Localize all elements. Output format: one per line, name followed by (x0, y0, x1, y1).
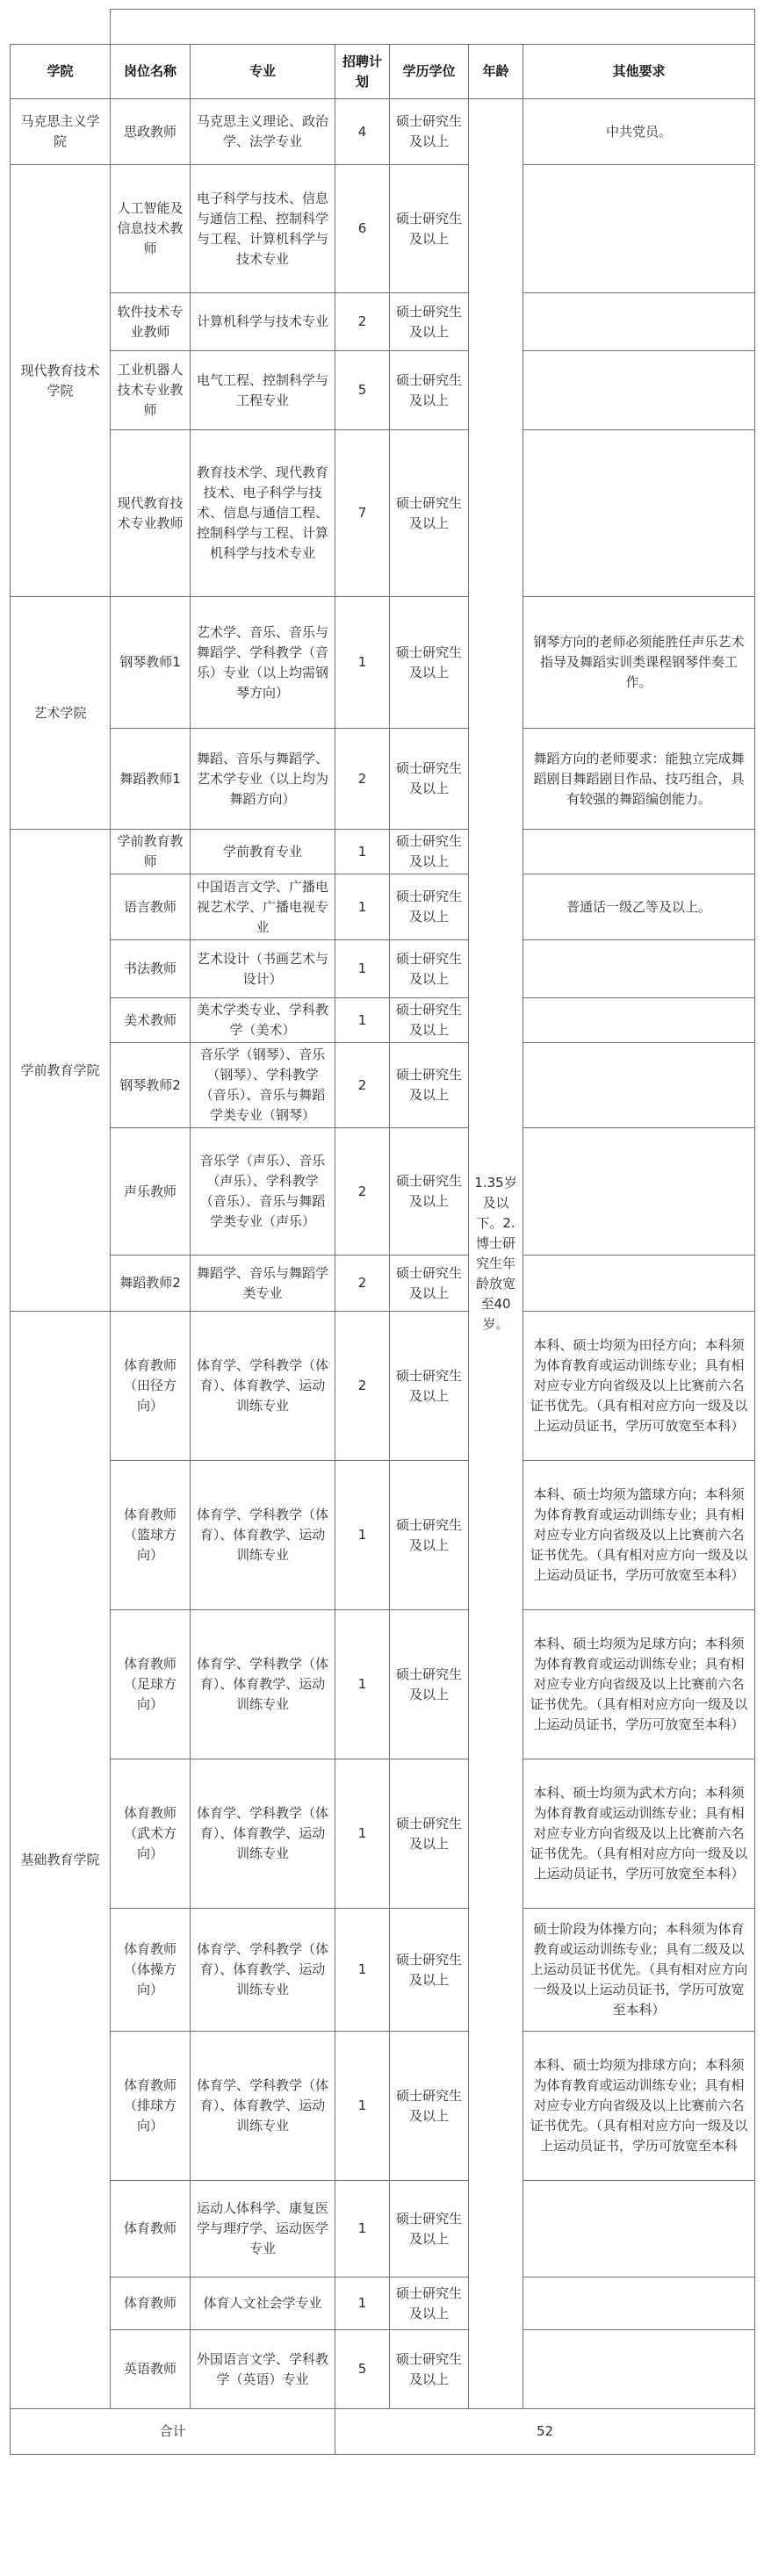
table-row (11, 2181, 755, 2277)
quota-cell: 2 (335, 1043, 390, 1128)
other-requirements-cell (523, 940, 755, 998)
table-row (11, 1043, 755, 1128)
position-cell: 声乐教师 (111, 1128, 191, 1256)
position-cell: 体育教师（篮球方向） (111, 1461, 191, 1610)
major-cell: 体育学、学科教学（体育）、体育教学、运动训练专业 (191, 1610, 335, 1759)
table-row (11, 165, 755, 293)
major-cell: 艺术设计（书画艺术与设计） (191, 940, 335, 998)
education-cell: 硕士研究生及以上 (390, 99, 469, 165)
other-requirements-cell (523, 165, 755, 293)
table-row (11, 1909, 755, 2032)
college-cell: 学前教育学院 (11, 830, 111, 1312)
table-row (11, 2330, 755, 2409)
quota-cell: 1 (335, 1759, 390, 1909)
table-row (11, 351, 755, 430)
total-value: 52 (335, 2409, 755, 2455)
position-cell: 体育教师（武术方向） (111, 1759, 191, 1909)
education-cell: 硕士研究生及以上 (390, 874, 469, 940)
top-blank-cell-a (11, 10, 111, 45)
position-cell: 英语教师 (111, 2330, 191, 2409)
college-cell: 马克思主义学院 (11, 99, 111, 165)
table-row (11, 2277, 755, 2330)
table-row (11, 1759, 755, 1909)
position-cell: 现代教育技术专业教师 (111, 430, 191, 597)
major-cell: 体育学、学科教学（体育）、体育教学、运动训练专业 (191, 1461, 335, 1610)
quota-cell: 2 (335, 1256, 390, 1312)
major-cell: 计算机科学与技术专业 (191, 293, 335, 351)
major-cell: 体育学、学科教学（体育）、体育教学、运动训练专业 (191, 1909, 335, 2032)
education-cell: 硕士研究生及以上 (390, 1909, 469, 2032)
major-cell: 电气工程、控制科学与工程专业 (191, 351, 335, 430)
education-cell: 硕士研究生及以上 (390, 351, 469, 430)
major-cell: 电子科学与技术、信息与通信工程、控制科学与工程、计算机科学与技术专业 (191, 165, 335, 293)
position-cell: 语言教师 (111, 874, 191, 940)
other-requirements-cell: 本科、硕士均须为足球方向；本科须为体育教育或运动训练专业；具有相对应专业方向省级及以上比赛前六名证书优先。（具有相对应方向一级及以上运动员证书，学历可放宽至本科） (523, 1610, 755, 1759)
top-blank-row (11, 10, 755, 45)
education-cell: 硕士研究生及以上 (390, 293, 469, 351)
education-cell: 硕士研究生及以上 (390, 2181, 469, 2277)
table-row (11, 1610, 755, 1759)
table-row (11, 597, 755, 729)
education-cell: 硕士研究生及以上 (390, 998, 469, 1043)
quota-cell: 2 (335, 1128, 390, 1256)
education-cell: 硕士研究生及以上 (390, 597, 469, 729)
total-row (11, 2409, 755, 2455)
table-row (11, 293, 755, 351)
major-cell: 马克思主义理论、政治学、法学专业 (191, 99, 335, 165)
quota-cell: 1 (335, 830, 390, 874)
major-cell: 音乐学（钢琴）、音乐（钢琴）、学科教学（音乐）、音乐与舞蹈学类专业（钢琴） (191, 1043, 335, 1128)
other-requirements-cell (523, 2330, 755, 2409)
education-cell: 硕士研究生及以上 (390, 1759, 469, 1909)
table-row (11, 2032, 755, 2181)
position-cell: 舞蹈教师2 (111, 1256, 191, 1312)
major-cell: 艺术学、音乐、音乐与舞蹈学、学科教学（音乐）专业（以上均需钢琴方向） (191, 597, 335, 729)
college-cell: 艺术学院 (11, 597, 111, 830)
quota-cell: 1 (335, 998, 390, 1043)
major-cell: 体育学、学科教学（体育）、体育教学、运动训练专业 (191, 1759, 335, 1909)
quota-cell: 6 (335, 165, 390, 293)
position-cell: 人工智能及信息技术教师 (111, 165, 191, 293)
position-cell: 美术教师 (111, 998, 191, 1043)
quota-cell: 1 (335, 1461, 390, 1610)
other-requirements-cell (523, 351, 755, 430)
other-requirements-cell: 本科、硕士均须为篮球方向；本科须为体育教育或运动训练专业；具有相对应专业方向省级及以上比赛前六名证书优先。（具有相对应方向一级及以上运动员证书，学历可放宽至本科） (523, 1461, 755, 1610)
header-row (11, 45, 755, 99)
other-requirements-cell: 中共党员。 (523, 99, 755, 165)
header-age: 年龄 (469, 45, 523, 99)
quota-cell: 5 (335, 2330, 390, 2409)
position-cell: 体育教师（体操方向） (111, 1909, 191, 2032)
major-cell: 美术学类专业、学科教学（美术） (191, 998, 335, 1043)
education-cell: 硕士研究生及以上 (390, 940, 469, 998)
quota-cell: 4 (335, 99, 390, 165)
major-cell: 舞蹈学、音乐与舞蹈学类专业 (191, 1256, 335, 1312)
header-college: 学院 (11, 45, 111, 99)
education-cell: 硕士研究生及以上 (390, 430, 469, 597)
other-requirements-cell: 本科、硕士均须为排球方向；本科须为体育教育或运动训练专业；具有相对应专业方向省级及以上比赛前六名证书优先。（具有相对应方向一级及以上运动员证书，学历可放宽至本科 (523, 2032, 755, 2181)
education-cell: 硕士研究生及以上 (390, 1312, 469, 1461)
table-row (11, 1128, 755, 1256)
position-cell: 工业机器人技术专业教师 (111, 351, 191, 430)
other-requirements-cell: 本科、硕士均须为武术方向；本科须为体育教育或运动训练专业；具有相对应专业方向省级及以上比赛前六名证书优先。（具有相对应方向一级及以上运动员证书，学历可放宽至本科） (523, 1759, 755, 1909)
other-requirements-cell: 钢琴方向的老师必须能胜任声乐艺术指导及舞蹈实训类课程钢琴伴奏工作。 (523, 597, 755, 729)
header-major: 专业 (191, 45, 335, 99)
education-cell: 硕士研究生及以上 (390, 830, 469, 874)
table-row (11, 430, 755, 597)
other-requirements-cell (523, 830, 755, 874)
table-row (11, 1312, 755, 1461)
major-cell: 体育学、学科教学（体育）、体育教学、运动训练专业 (191, 1312, 335, 1461)
quota-cell: 1 (335, 2181, 390, 2277)
table-row (11, 99, 755, 165)
education-cell: 硕士研究生及以上 (390, 2330, 469, 2409)
header-quota: 招聘计划 (335, 45, 390, 99)
header-education: 学历学位 (390, 45, 469, 99)
college-cell: 现代教育技术学院 (11, 165, 111, 597)
quota-cell: 1 (335, 940, 390, 998)
other-requirements-cell (523, 430, 755, 597)
quota-cell: 5 (335, 351, 390, 430)
education-cell: 硕士研究生及以上 (390, 2032, 469, 2181)
education-cell: 硕士研究生及以上 (390, 1128, 469, 1256)
quota-cell: 1 (335, 2277, 390, 2330)
quota-cell: 1 (335, 597, 390, 729)
age-requirement-cell: 1.35岁及以下。2.博士研究生年龄放宽至40岁。 (469, 99, 523, 2409)
quota-cell: 2 (335, 729, 390, 830)
other-requirements-cell (523, 293, 755, 351)
position-cell: 钢琴教师2 (111, 1043, 191, 1128)
quota-cell: 1 (335, 1610, 390, 1759)
position-cell: 体育教师 (111, 2277, 191, 2330)
recruitment-table (10, 9, 755, 2455)
major-cell: 中国语言文学、广播电视艺术学、广播电视专业 (191, 874, 335, 940)
position-cell: 软件技术专业教师 (111, 293, 191, 351)
education-cell: 硕士研究生及以上 (390, 1043, 469, 1128)
major-cell: 体育学、学科教学（体育）、体育教学、运动训练专业 (191, 2032, 335, 2181)
other-requirements-cell (523, 1128, 755, 1256)
other-requirements-cell: 普通话一级乙等及以上。 (523, 874, 755, 940)
education-cell: 硕士研究生及以上 (390, 2277, 469, 2330)
major-cell: 运动人体科学、康复医学与理疗学、运动医学专业 (191, 2181, 335, 2277)
major-cell: 教育技术学、现代教育技术、电子科学与技术、信息与通信工程、控制科学与工程、计算机科学与技术专业 (191, 430, 335, 597)
education-cell: 硕士研究生及以上 (390, 1461, 469, 1610)
education-cell: 硕士研究生及以上 (390, 1610, 469, 1759)
position-cell: 舞蹈教师1 (111, 729, 191, 830)
total-label: 合计 (11, 2409, 335, 2455)
other-requirements-cell: 本科、硕士均须为田径方向；本科须为体育教育或运动训练专业；具有相对应专业方向省级及以上比赛前六名证书优先。（具有相对应方向一级及以上运动员证书，学历可放宽至本科） (523, 1312, 755, 1461)
position-cell: 体育教师（足球方向） (111, 1610, 191, 1759)
table-row (11, 830, 755, 874)
quota-cell: 2 (335, 1312, 390, 1461)
quota-cell: 7 (335, 430, 390, 597)
position-cell: 体育教师 (111, 2181, 191, 2277)
education-cell: 硕士研究生及以上 (390, 165, 469, 293)
other-requirements-cell: 硕士阶段为体操方向；本科须为体育教育或运动训练专业；具有二级及以上运动员证书优先。（具有相对应方向一级及以上运动员证书，学历可放宽至本科） (523, 1909, 755, 2032)
position-cell: 书法教师 (111, 940, 191, 998)
table-row (11, 1461, 755, 1610)
position-cell: 学前教育教师 (111, 830, 191, 874)
other-requirements-cell (523, 1256, 755, 1312)
table-row (11, 729, 755, 830)
position-cell: 体育教师（排球方向） (111, 2032, 191, 2181)
major-cell: 外国语言文学、学科教学（英语）专业 (191, 2330, 335, 2409)
quota-cell: 1 (335, 2032, 390, 2181)
education-cell: 硕士研究生及以上 (390, 729, 469, 830)
quota-cell: 1 (335, 874, 390, 940)
position-cell: 思政教师 (111, 99, 191, 165)
other-requirements-cell (523, 998, 755, 1043)
education-cell: 硕士研究生及以上 (390, 1256, 469, 1312)
position-cell: 钢琴教师1 (111, 597, 191, 729)
quota-cell: 1 (335, 1909, 390, 2032)
major-cell: 学前教育专业 (191, 830, 335, 874)
table-row (11, 1256, 755, 1312)
top-blank-cell-b (111, 10, 755, 45)
table-row (11, 998, 755, 1043)
other-requirements-cell (523, 2277, 755, 2330)
other-requirements-cell (523, 2181, 755, 2277)
college-cell: 基础教育学院 (11, 1312, 111, 2409)
table-row (11, 940, 755, 998)
major-cell: 音乐学（声乐）、音乐（声乐）、学科教学（音乐）、音乐与舞蹈学类专业（声乐） (191, 1128, 335, 1256)
major-cell: 舞蹈、音乐与舞蹈学、艺术学专业（以上均为舞蹈方向） (191, 729, 335, 830)
table-row (11, 874, 755, 940)
other-requirements-cell (523, 1043, 755, 1128)
header-position: 岗位名称 (111, 45, 191, 99)
header-other: 其他要求 (523, 45, 755, 99)
quota-cell: 2 (335, 293, 390, 351)
position-cell: 体育教师（田径方向） (111, 1312, 191, 1461)
major-cell: 体育人文社会学专业 (191, 2277, 335, 2330)
other-requirements-cell: 舞蹈方向的老师要求：能独立完成舞蹈剧目舞蹈剧目作品、技巧组合，具有较强的舞蹈编创能力。 (523, 729, 755, 830)
